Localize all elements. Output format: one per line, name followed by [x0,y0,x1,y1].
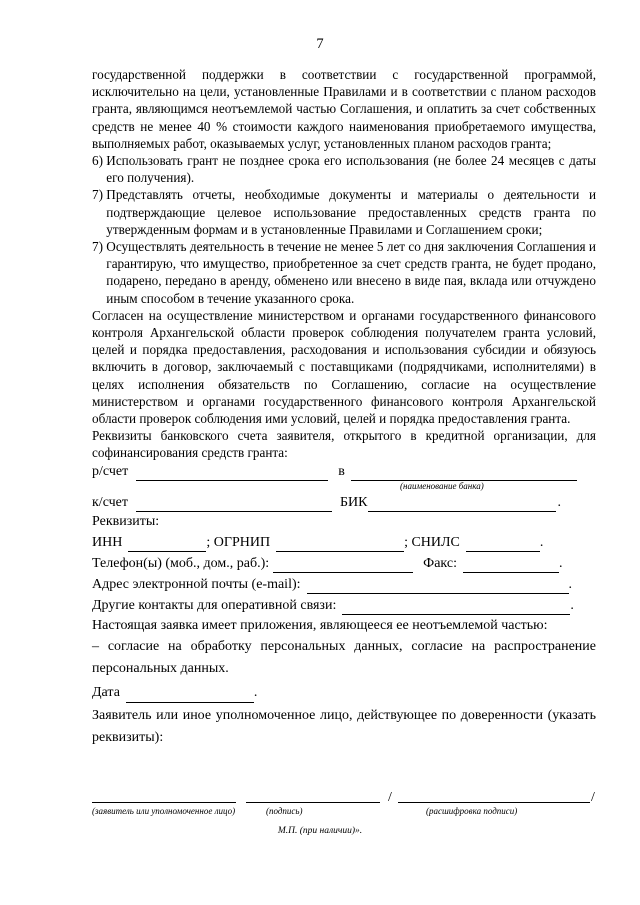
field-settlement-account[interactable] [136,466,328,481]
row-contacts [92,594,596,615]
caption-signature: (подпись) [266,806,303,816]
row-corr-account [92,492,596,512]
list-item-7-activity [92,238,596,307]
list-item-number: 6) [92,153,107,169]
field-inn[interactable] [128,537,206,552]
paragraph-applicant: Заявитель или иное уполномоченное лицо, действующее по доверенности (указать реквизиты): [92,708,596,745]
stamp-note: М.П. (при наличии)». [277,826,363,836]
label-phone: Телефон(ы) (моб., дом., раб.): [92,556,270,572]
list-item-6 [92,152,596,186]
field-contacts[interactable] [342,600,570,615]
label-fax: Факс: [423,556,457,572]
field-ogrnip[interactable] [276,537,404,552]
list-item-text: Представлять отчеты, необходимые документы и материалы о деятельности и подтверждающие целевое использование предоставленных средств гранта по утвержденным формам и в установленные Правилами и Соглашением сроки; [106,187,596,237]
list-item-number: 7) [92,239,107,255]
closing-block [92,615,596,749]
paragraph-attachments-list: – согласие на обработку персональных данных, согласие на распространение персональных данных. [92,639,596,676]
period: . [539,535,544,551]
paragraph-support: государственной поддержки в соответствии с государственной программой, исключительно на цели, установленные Правилами и в соответствии с планом расходов гранта, являющимся неотъемлемой частью Соглашения, и оплатить за счет собственных средств не менее 40 % стоимости каждого наименования приобретаемого имущества, выполняемых работ, оказываемых услуг, установленных планом расходов гранта; [92,67,596,151]
row-phone-fax [92,552,596,573]
period: . [559,556,563,572]
label-bik: БИК [340,495,368,511]
label-inn: ИНН [92,535,123,551]
field-fax[interactable] [463,558,559,573]
period: . [253,684,258,700]
field-email[interactable] [307,579,569,594]
label-settlement-account: р/счет [92,464,129,480]
label-snils: ; СНИЛС [404,535,460,551]
row-email [92,573,596,594]
label-date: Дата [92,684,120,700]
period: . [570,598,574,614]
field-signature-decode[interactable] [398,802,590,803]
list-item-number: 7) [92,187,107,203]
field-signature[interactable] [246,802,380,803]
field-bank-name[interactable] [351,466,577,481]
list-item-text: Осуществлять деятельность в течение не менее 5 лет со дня заключения Соглашения и гарантирую, что имущество, приобретенное за счет средств гранта, не будет продано, подарено, передано в аренду, обменено или внесено в виде пая, вклада или отчуждено иным способом в течение указанного срока. [106,239,596,306]
label-requisites: Реквизиты: [92,514,160,530]
period: . [557,495,561,511]
label-in-bank: в [338,464,345,480]
list-item-text: Использовать грант не позднее срока его использования (не более 24 месяцев с даты его получения). [106,153,596,186]
signature-lines [92,792,596,806]
signature-captions [92,806,596,818]
caption-bank-name-text: (наименование банка) [400,480,484,491]
row-ids [92,531,596,552]
label-corr-account: к/счет [92,495,128,511]
row-date [92,679,596,703]
page-number: 7 [316,36,324,52]
signature-block [92,792,596,818]
period: . [568,577,573,593]
slash-left: / [388,790,392,805]
caption-applicant: (заявитель или уполномоченное лицо) [92,806,236,816]
label-ogrnip: ; ОГРНИП [206,535,271,551]
list-item-7-reports [92,186,596,238]
field-phone[interactable] [273,558,413,573]
slash-right: / [591,790,595,805]
label-email: Адрес электронной почты (e-mail): [92,577,301,593]
row-settlement-account [92,462,596,481]
field-snils[interactable] [466,537,540,552]
field-date[interactable] [126,688,254,703]
caption-bank-name [92,481,596,492]
field-applicant[interactable] [92,802,236,803]
paragraph-attachments: Настоящая заявка имеет приложения, являющееся ее неотъемлемой частью: [92,617,548,633]
label-contacts: Другие контакты для оперативной связи: [92,598,337,614]
caption-signature-decode: (расшифровка подписи) [426,806,518,816]
field-corr-account[interactable] [136,497,332,512]
paragraph-consent: Согласен на осуществление министерством и органами государственного финансового контроля Архангельской области проверок соблюдения получателем гранта условий, целей и порядка предоставления, расходования и использования субсидии и обязуюсь включить в договор, заключаемый с поставщиками (подрядчиками, исполнителями) в целях исполнения обязательств по Соглашению, согласие на осуществление министерством и органами государственного финансового контроля Архангельской области проверок соблюдения ими условий, целей и порядка предоставления гранта. [92,307,596,427]
row-requisites [92,512,596,531]
field-bik[interactable] [368,497,556,512]
paragraph-bank-details: Реквизиты банковского счета заявителя, открытого в кредитной организации, для софинансирования средств гранта: [92,428,596,461]
document-body [92,66,596,748]
bank-form [92,462,596,615]
